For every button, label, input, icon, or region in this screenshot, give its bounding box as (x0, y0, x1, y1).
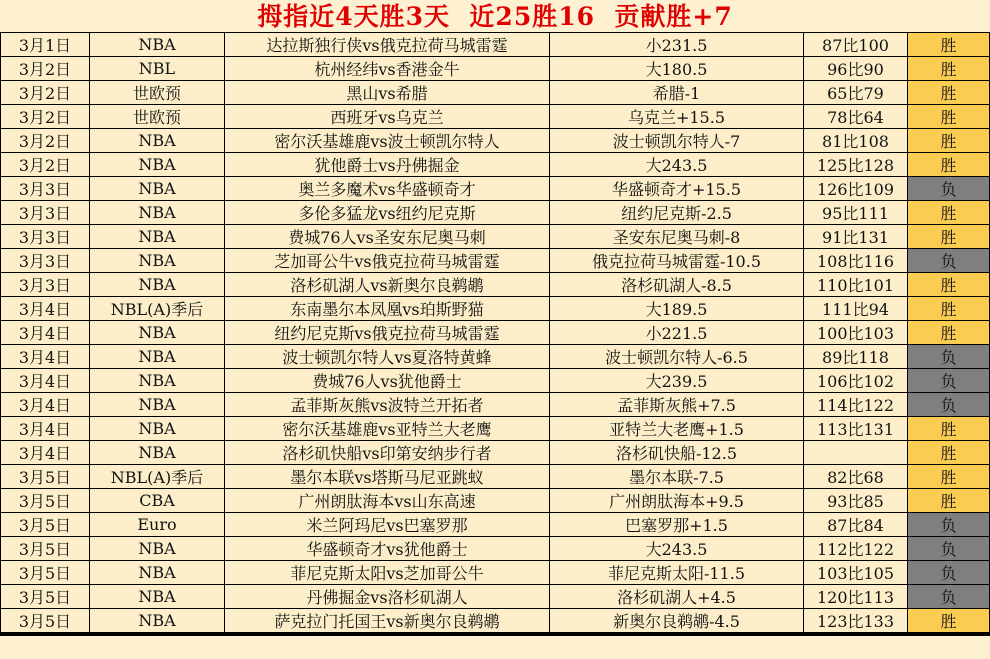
table-row (1, 81, 990, 105)
cell-league: NBA (90, 441, 225, 465)
cell-score: 120比113 (804, 585, 908, 609)
cell-score: 100比103 (804, 321, 908, 345)
cell-match: 波士顿凯尔特人vs夏洛特黄蜂 (225, 345, 550, 369)
cell-match: 洛杉矶快船vs印第安纳步行者 (225, 441, 550, 465)
table-row (1, 537, 990, 561)
cell-result-badge: 胜 (908, 609, 990, 633)
cell-handicap: 希腊-1 (550, 81, 804, 105)
table-row (1, 489, 990, 513)
cell-match: 东南墨尔本凤凰vs珀斯野猫 (225, 297, 550, 321)
table-row (1, 129, 990, 153)
cell-match: 犹他爵士vs丹佛掘金 (225, 153, 550, 177)
cell-date: 3月3日 (1, 225, 90, 249)
cell-date: 3月4日 (1, 417, 90, 441)
cell-match: 丹佛掘金vs洛杉矶湖人 (225, 585, 550, 609)
cell-date: 3月4日 (1, 297, 90, 321)
cell-match: 萨克拉门托国王vs新奥尔良鹈鹕 (225, 609, 550, 633)
cell-score: 65比79 (804, 81, 908, 105)
cell-handicap: 俄克拉荷马城雷霆-10.5 (550, 249, 804, 273)
cell-league: NBA (90, 249, 225, 273)
cell-handicap: 波士顿凯尔特人-7 (550, 129, 804, 153)
cell-league: NBA (90, 129, 225, 153)
cell-handicap: 纽约尼克斯-2.5 (550, 201, 804, 225)
cell-result-badge: 胜 (908, 489, 990, 513)
cell-league: 世欧预 (90, 105, 225, 129)
cell-score: 95比111 (804, 201, 908, 225)
table-row (1, 201, 990, 225)
cell-result-badge: 胜 (908, 225, 990, 249)
cell-league: NBA (90, 225, 225, 249)
table-row (1, 177, 990, 201)
cell-result-badge: 胜 (908, 81, 990, 105)
table-row (1, 249, 990, 273)
cell-result-badge: 胜 (908, 441, 990, 465)
cell-handicap: 大239.5 (550, 369, 804, 393)
cell-match: 孟菲斯灰熊vs波特兰开拓者 (225, 393, 550, 417)
cell-date: 3月4日 (1, 345, 90, 369)
cell-league: 世欧预 (90, 81, 225, 105)
cell-score: 125比128 (804, 153, 908, 177)
cell-league: NBA (90, 561, 225, 585)
cell-date: 3月4日 (1, 441, 90, 465)
cell-match: 洛杉矶湖人vs新奥尔良鹈鹕 (225, 273, 550, 297)
table-row (1, 321, 990, 345)
cell-score: 103比105 (804, 561, 908, 585)
table-row (1, 153, 990, 177)
table-row (1, 225, 990, 249)
cell-league: NBA (90, 537, 225, 561)
cell-league: NBA (90, 321, 225, 345)
cell-result-badge: 胜 (908, 201, 990, 225)
table-row (1, 345, 990, 369)
cell-handicap: 小231.5 (550, 33, 804, 57)
cell-league: NBA (90, 609, 225, 633)
cell-date: 3月2日 (1, 153, 90, 177)
cell-date: 3月2日 (1, 81, 90, 105)
cell-result-badge: 胜 (908, 33, 990, 57)
table-row (1, 57, 990, 81)
cell-score: 108比116 (804, 249, 908, 273)
cell-score: 113比131 (804, 417, 908, 441)
cell-score: 82比68 (804, 465, 908, 489)
cell-date: 3月4日 (1, 369, 90, 393)
cell-score: 114比122 (804, 393, 908, 417)
table-row (1, 393, 990, 417)
cell-score: 96比90 (804, 57, 908, 81)
table-row (1, 273, 990, 297)
cell-score: 106比102 (804, 369, 908, 393)
table-row (1, 465, 990, 489)
cell-date: 3月5日 (1, 489, 90, 513)
cell-league: NBA (90, 33, 225, 57)
cell-result-badge: 负 (908, 345, 990, 369)
cell-handicap: 洛杉矶湖人-8.5 (550, 273, 804, 297)
cell-result-badge: 胜 (908, 273, 990, 297)
table-row (1, 369, 990, 393)
page-title: 拇指近4天胜3天 近25胜16 贡献胜+7 (257, 2, 733, 31)
cell-match: 华盛顿奇才vs犹他爵士 (225, 537, 550, 561)
cell-match: 菲尼克斯太阳vs芝加哥公牛 (225, 561, 550, 585)
cell-date: 3月2日 (1, 57, 90, 81)
cell-result-badge: 负 (908, 537, 990, 561)
cell-handicap: 墨尔本联-7.5 (550, 465, 804, 489)
cell-handicap: 大189.5 (550, 297, 804, 321)
cell-handicap: 亚特兰大老鹰+1.5 (550, 417, 804, 441)
cell-handicap: 小221.5 (550, 321, 804, 345)
cell-result-badge: 负 (908, 177, 990, 201)
cell-date: 3月3日 (1, 249, 90, 273)
cell-handicap: 新奥尔良鹈鹕-4.5 (550, 609, 804, 633)
table-row (1, 513, 990, 537)
cell-match: 奥兰多魔术vs华盛顿奇才 (225, 177, 550, 201)
cell-score: 123比133 (804, 609, 908, 633)
cell-handicap: 乌克兰+15.5 (550, 105, 804, 129)
cell-score: 111比94 (804, 297, 908, 321)
cell-match: 纽约尼克斯vs俄克拉荷马城雷霆 (225, 321, 550, 345)
cell-date: 3月5日 (1, 609, 90, 633)
cell-result-badge: 胜 (908, 417, 990, 441)
cell-result-badge: 负 (908, 585, 990, 609)
cell-handicap: 圣安东尼奥马刺-8 (550, 225, 804, 249)
cell-score: 93比85 (804, 489, 908, 513)
table-row (1, 33, 990, 57)
cell-handicap: 洛杉矶快船-12.5 (550, 441, 804, 465)
cell-league: NBA (90, 585, 225, 609)
cell-handicap: 孟菲斯灰熊+7.5 (550, 393, 804, 417)
cell-handicap: 大180.5 (550, 57, 804, 81)
cell-handicap: 波士顿凯尔特人-6.5 (550, 345, 804, 369)
cell-league: NBL (90, 57, 225, 81)
cell-date: 3月2日 (1, 129, 90, 153)
cell-date: 3月3日 (1, 177, 90, 201)
table-row (1, 561, 990, 585)
cell-result-badge: 负 (908, 561, 990, 585)
cell-date: 3月5日 (1, 561, 90, 585)
cell-date: 3月5日 (1, 537, 90, 561)
cell-match: 芝加哥公牛vs俄克拉荷马城雷霆 (225, 249, 550, 273)
table-row (1, 417, 990, 441)
cell-score: 87比100 (804, 33, 908, 57)
table-row (1, 441, 990, 465)
cell-score: 89比118 (804, 345, 908, 369)
cell-league: NBA (90, 273, 225, 297)
cell-result-badge: 负 (908, 513, 990, 537)
cell-league: NBA (90, 345, 225, 369)
cell-league: NBL(A)季后 (90, 465, 225, 489)
table-row (1, 297, 990, 321)
cell-result-badge: 胜 (908, 129, 990, 153)
cell-match: 黑山vs希腊 (225, 81, 550, 105)
results-table (0, 32, 990, 636)
cell-date: 3月3日 (1, 273, 90, 297)
cell-result-badge: 胜 (908, 297, 990, 321)
cell-handicap: 广州朗肽海本+9.5 (550, 489, 804, 513)
cell-handicap: 大243.5 (550, 537, 804, 561)
cell-result-badge: 负 (908, 369, 990, 393)
cell-match: 费城76人vs犹他爵士 (225, 369, 550, 393)
cell-league: NBA (90, 393, 225, 417)
cell-date: 3月2日 (1, 105, 90, 129)
table-row (1, 105, 990, 129)
cell-score (804, 441, 908, 465)
cell-league: NBA (90, 417, 225, 441)
cell-league: NBA (90, 201, 225, 225)
cell-handicap: 巴塞罗那+1.5 (550, 513, 804, 537)
cell-date: 3月4日 (1, 321, 90, 345)
cell-match: 广州朗肽海本vs山东高速 (225, 489, 550, 513)
table-row (1, 585, 990, 609)
cell-match: 密尔沃基雄鹿vs波士顿凯尔特人 (225, 129, 550, 153)
cell-date: 3月5日 (1, 585, 90, 609)
cell-match: 费城76人vs圣安东尼奥马刺 (225, 225, 550, 249)
cell-match: 多伦多猛龙vs纽约尼克斯 (225, 201, 550, 225)
cell-score: 110比101 (804, 273, 908, 297)
cell-match: 西班牙vs乌克兰 (225, 105, 550, 129)
cell-match: 米兰阿玛尼vs巴塞罗那 (225, 513, 550, 537)
cell-handicap: 华盛顿奇才+15.5 (550, 177, 804, 201)
cell-score: 112比122 (804, 537, 908, 561)
cell-date: 3月1日 (1, 33, 90, 57)
cell-date: 3月5日 (1, 513, 90, 537)
cell-result-badge: 胜 (908, 105, 990, 129)
table-row (1, 609, 990, 633)
cell-handicap: 大243.5 (550, 153, 804, 177)
cell-date: 3月4日 (1, 393, 90, 417)
cell-match: 密尔沃基雄鹿vs亚特兰大老鹰 (225, 417, 550, 441)
cell-score: 126比109 (804, 177, 908, 201)
cell-league: NBA (90, 153, 225, 177)
cell-league: CBA (90, 489, 225, 513)
cell-score: 91比131 (804, 225, 908, 249)
cell-match: 杭州经纬vs香港金牛 (225, 57, 550, 81)
cell-result-badge: 胜 (908, 321, 990, 345)
cell-match: 墨尔本联vs塔斯马尼亚跳蚁 (225, 465, 550, 489)
cell-score: 87比84 (804, 513, 908, 537)
cell-date: 3月3日 (1, 201, 90, 225)
cell-league: NBL(A)季后 (90, 297, 225, 321)
cell-result-badge: 胜 (908, 465, 990, 489)
cell-result-badge: 负 (908, 249, 990, 273)
cell-league: NBA (90, 369, 225, 393)
cell-result-badge: 胜 (908, 57, 990, 81)
cell-date: 3月5日 (1, 465, 90, 489)
cell-league: Euro (90, 513, 225, 537)
cell-score: 78比64 (804, 105, 908, 129)
cell-match: 达拉斯独行侠vs俄克拉荷马城雷霆 (225, 33, 550, 57)
cell-result-badge: 负 (908, 393, 990, 417)
cell-handicap: 洛杉矶湖人+4.5 (550, 585, 804, 609)
cell-score: 81比108 (804, 129, 908, 153)
cell-result-badge: 胜 (908, 153, 990, 177)
cell-handicap: 菲尼克斯太阳-11.5 (550, 561, 804, 585)
cell-league: NBA (90, 177, 225, 201)
